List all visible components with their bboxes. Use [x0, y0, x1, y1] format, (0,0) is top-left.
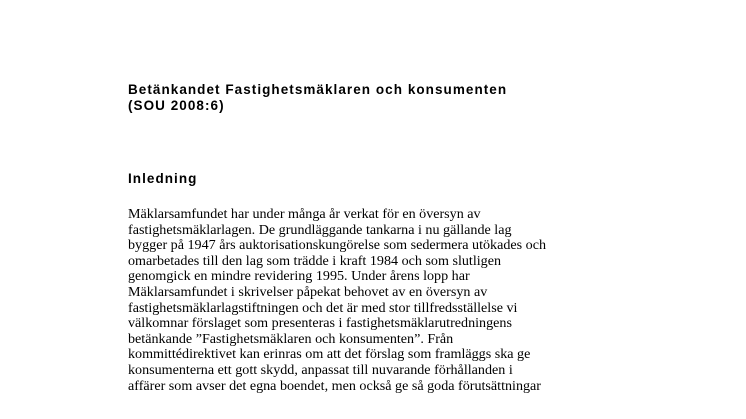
- body-line-7: fastighetsmäklarlagstiftningen och det är med stor tillfredsställelse vi: [128, 299, 518, 316]
- body-line-2: fastighetsmäklarlagen. De grundläggande tankarna i nu gällande lag: [128, 221, 512, 238]
- body-line-9: betänkande ”Fastighetsmäklaren och konsumenten”. Från: [128, 330, 454, 347]
- body-line-5: genomgick en mindre revidering 1995. Under årens lopp har: [128, 268, 470, 285]
- body-line-4: omarbetades till den lag som trädde i kraft 1984 och som slutligen: [128, 252, 502, 269]
- body-line-3: bygger på 1947 års auktorisationskungörelse som sedermera utökades och: [128, 237, 547, 254]
- body-line-6: Mäklarsamfundet i skrivelser påpekat behovet av en översyn av: [128, 283, 488, 300]
- document-title-line-1: Betänkandet Fastighetsmäklaren och konsumenten: [128, 82, 508, 97]
- body-line-12: affärer som avser det egna boendet, men också ge så goda förutsättningar: [128, 377, 541, 394]
- document-title: [128, 82, 628, 114]
- body-paragraph: [128, 207, 598, 394]
- body-line-10: kommittédirektivet kan erinras om att det förslag som framläggs ska ge: [128, 346, 531, 363]
- body-line-8: välkomnar förslaget som presenteras i fastighetsmäklarutredningens: [128, 315, 512, 332]
- body-line-11: konsumenterna ett gott skydd, anpassat till nuvarande förhållanden i: [128, 361, 513, 378]
- body-line-1: Mäklarsamfundet har under många år verkat för en översyn av: [128, 206, 481, 222]
- section-heading: Inledning: [128, 171, 198, 186]
- document-title-line-2: (SOU 2008:6): [128, 98, 225, 113]
